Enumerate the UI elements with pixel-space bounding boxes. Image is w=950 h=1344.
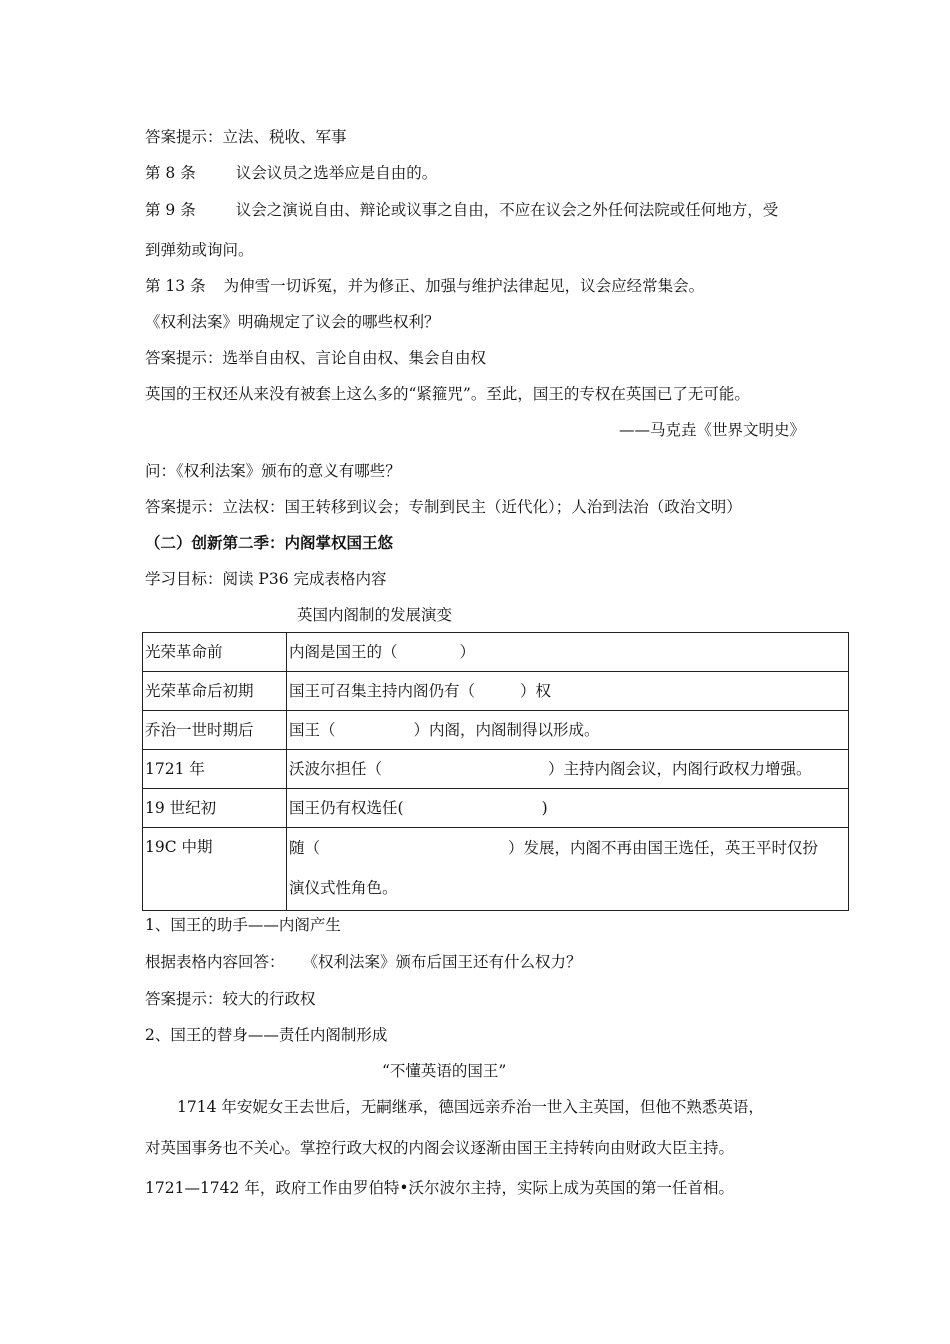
cell-text: ）权 <box>520 682 552 700</box>
period-cell: 光荣革命前 <box>143 633 287 672</box>
answer-hint-3: 答案提示：立法权：国王转移到议会；专制到民主（近代化）；人治到法治（政治文明） <box>145 498 742 516</box>
article-9-number: 第 9 条 <box>145 201 196 219</box>
table-row <box>143 750 849 789</box>
period-cell: 1721 年 <box>143 750 287 789</box>
cell-text: 随（ <box>289 839 321 857</box>
content-cell <box>287 672 849 711</box>
quote-source: ——马克垚《世界文明史》 <box>618 421 805 439</box>
article-13-number: 第 13 条 <box>145 277 206 295</box>
table-row <box>143 672 849 711</box>
material-title: “不懂英语的国王” <box>382 1062 507 1080</box>
article-9-continued: 到弹劾或询问。 <box>145 241 254 259</box>
period-cell: 光荣革命后初期 <box>143 672 287 711</box>
material-paragraph-line-3: 1721—1742 年，政府工作由罗伯特•沃尔波尔主持，实际上成为英国的第一任首相。 <box>145 1179 734 1197</box>
article-8-number: 第 8 条 <box>145 164 196 182</box>
article-8 <box>145 163 437 183</box>
quote-text: 英国的王权还从来没有被套上这么多的“紧箍咒”。至此，国王的专权在英国已了无可能。 <box>145 385 750 403</box>
table-row <box>143 789 849 828</box>
content-cell <box>287 789 849 828</box>
question-rights: 《权利法案》明确规定了议会的哪些权利？ <box>145 313 440 331</box>
table-row <box>143 711 849 750</box>
material-paragraph-line-2: 对英国事务也不关心。掌控行政大权的内阁会议逐渐由国王主持转向由财政大臣主持。 <box>145 1139 735 1157</box>
answer-hint-4: 答案提示：较大的行政权 <box>145 990 316 1008</box>
material-paragraph-line-1: 1714 年安妮女王去世后，无嗣继承，德国远亲乔治一世入主英国，但他不熟悉英语， <box>177 1098 764 1116</box>
question-text: 《权利法案》颁布后国王还有什么权力？ <box>302 953 582 971</box>
cell-text: ）内阁，内阁制得以形成。 <box>413 721 600 739</box>
article-9 <box>145 200 778 220</box>
content-cell <box>287 633 849 672</box>
question-prefix: 根据表格内容回答： <box>145 953 285 971</box>
table-title: 英国内阁制的发展演变 <box>297 606 453 624</box>
cell-text: 内阁是国王的（ <box>289 643 398 661</box>
question-significance: 问：《权利法案》颁布的意义有哪些？ <box>145 462 401 480</box>
cabinet-development-table <box>142 632 849 911</box>
cell-text: 国王仍有权选任( <box>289 799 404 817</box>
article-13-text: 为伸雪一切诉冤，并为修正、加强与维护法律起见，议会应经常集会。 <box>223 277 705 295</box>
cell-text: ) <box>541 799 548 817</box>
cell-text: ）主持内阁会议，内阁行政权力增强。 <box>548 760 812 778</box>
cell-text: 国王可召集主持内阁仍有（ <box>289 682 476 700</box>
table-row <box>143 633 849 672</box>
article-13 <box>145 276 704 296</box>
period-cell: 19 世纪初 <box>143 789 287 828</box>
subheading-1: 1、国王的助手——内阁产生 <box>145 916 341 934</box>
cell-text: 沃波尔担任（ <box>289 760 383 778</box>
content-cell <box>287 750 849 789</box>
content-cell <box>287 711 849 750</box>
learning-goal: 学习目标：阅读 P36 完成表格内容 <box>145 570 387 588</box>
article-9-text: 议会之演说自由、辩论或议事之自由，不应在议会之外任何法院或任何地方，受 <box>235 201 779 219</box>
cell-text: 演仪式性角色。 <box>289 879 398 897</box>
content-cell <box>287 828 849 911</box>
answer-hint-2: 答案提示：选举自由权、言论自由权、集会自由权 <box>145 349 487 367</box>
period-cell: 乔治一世时期后 <box>143 711 287 750</box>
cell-text: ） <box>459 643 476 661</box>
table-row <box>143 828 849 911</box>
cell-text: 国王（ <box>289 721 336 739</box>
cell-text: ）发展，内阁不再由国王选任，英王平时仅扮 <box>508 839 819 857</box>
section-heading: （二）创新第二季：内阁掌权国王悠 <box>145 533 394 552</box>
question-king-power <box>145 952 582 972</box>
answer-hint-1: 答案提示：立法、税收、军事 <box>145 128 347 146</box>
article-8-text: 议会议员之选举应是自由的。 <box>235 164 438 182</box>
subheading-2: 2、国王的替身——责任内阁制形成 <box>145 1026 388 1044</box>
period-cell: 19C 中期 <box>143 828 287 911</box>
